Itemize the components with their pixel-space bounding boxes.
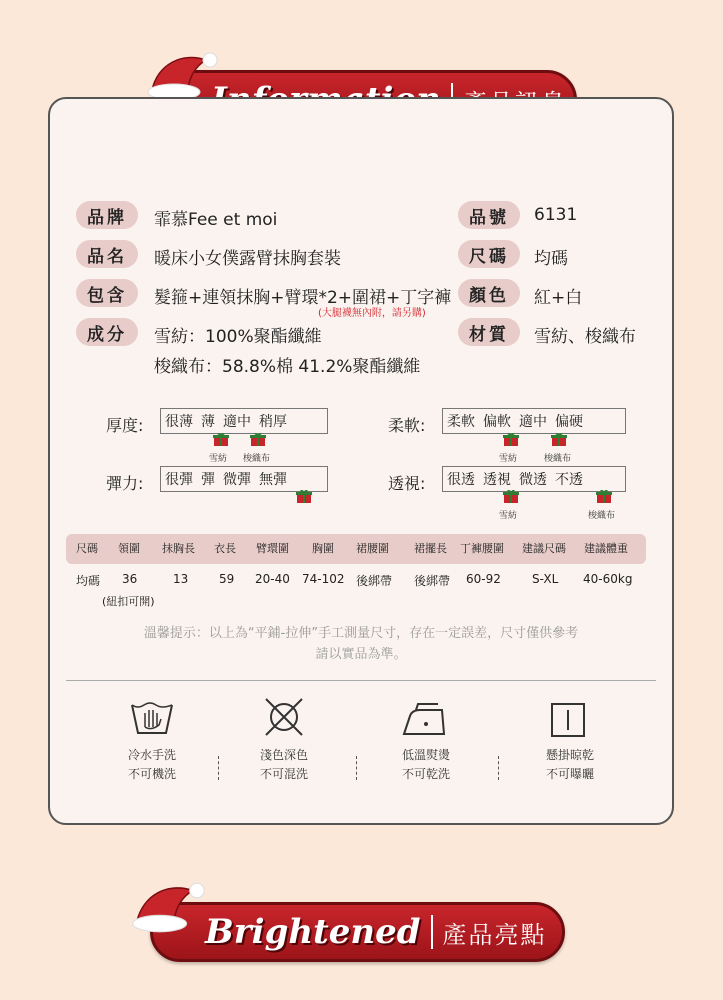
care-line: 不可機洗: [127, 767, 176, 781]
gift-icon: [296, 490, 312, 504]
thickness-option: 薄: [201, 414, 215, 430]
size-cell: 60-92: [466, 572, 501, 586]
size-header: 抹胸長: [162, 542, 195, 555]
gift-icon: [551, 433, 567, 447]
thickness-mark-label: 雪紡: [209, 454, 228, 464]
thickness-option: 適中: [223, 414, 251, 430]
size-cell: 40-60kg: [583, 572, 633, 586]
size-header: 領圍: [118, 542, 140, 555]
care-text-hang-dry: [530, 746, 610, 784]
elasticity-option: 很彈: [165, 472, 193, 488]
composition-label: 成分: [76, 318, 138, 346]
softness-scale: [442, 408, 626, 434]
size-header: 裙擺長: [414, 542, 447, 555]
material-label: 材質: [458, 318, 520, 346]
footer-banner: [150, 902, 565, 962]
sheerness-option: 不透: [555, 472, 583, 488]
elasticity-scale: [160, 466, 328, 492]
color-label: 顏色: [458, 279, 520, 307]
no-bleach-icon: [262, 697, 306, 737]
footer-cn-title: 產品亮點: [442, 920, 547, 949]
sku-value: 6131: [534, 205, 578, 225]
low-iron-icon: [400, 700, 448, 738]
size-cell: 後綁帶: [356, 574, 393, 588]
care-line: 低溫熨燙: [401, 748, 450, 762]
brand-label: 品牌: [76, 201, 138, 229]
tip-line-1: 溫馨提示：以上為“平鋪-拉伸”手工測量尺寸，存在一定誤差，尺寸僅供參考: [143, 626, 579, 641]
thickness-scale: [160, 408, 328, 434]
footer-separator: [431, 915, 433, 949]
elasticity-option: 彈: [201, 472, 215, 488]
hang-dry-icon: [550, 702, 586, 738]
softness-option: 柔軟: [447, 414, 475, 430]
elasticity-option: 無彈: [259, 472, 287, 488]
composition-value-1: 雪紡：100%聚酯纖維: [154, 327, 322, 347]
care-separator: [498, 756, 499, 780]
size-cell: 後綁帶: [414, 574, 451, 588]
brand-value: 霏慕Fee et moi: [154, 210, 278, 230]
care-separator: [356, 756, 357, 780]
name-value: 暖床小女僕露臂抹胸套裝: [154, 249, 341, 269]
gift-icon: [503, 490, 519, 504]
hand-wash-icon: [130, 697, 174, 737]
contents-label: 包含: [76, 279, 138, 307]
care-text-hand-wash: [112, 746, 192, 784]
size-cell: 59: [219, 572, 235, 586]
sheerness-mark-label: 梭織布: [588, 511, 616, 521]
softness-mark-label: 梭織布: [544, 454, 572, 464]
size-cell: 36: [122, 572, 138, 586]
softness-option: 偏硬: [555, 414, 583, 430]
size-header: 建議體重: [584, 542, 628, 555]
thickness-mark-label: 梭織布: [243, 454, 271, 464]
care-line: 淺色深色: [259, 748, 308, 762]
care-line: 不可混洗: [259, 767, 308, 781]
size-cell: 13: [173, 572, 189, 586]
color-value: 紅+白: [534, 288, 583, 308]
gift-icon: [503, 433, 519, 447]
divider: [66, 680, 656, 681]
footer-script-title: Brightened: [205, 912, 421, 952]
care-line: 冷水手洗: [127, 748, 176, 762]
santa-hat-icon: [144, 46, 224, 104]
softness-option: 適中: [519, 414, 547, 430]
thickness-option: 稍厚: [259, 414, 287, 430]
size-header: 衣長: [214, 542, 236, 555]
size-header: 丁褲腰圍: [460, 542, 504, 555]
material-value: 雪紡、梭織布: [534, 327, 636, 347]
santa-hat-icon: [128, 876, 212, 936]
size-table-header: [66, 534, 646, 564]
thickness-option: 很薄: [165, 414, 193, 430]
sheerness-scale: [442, 466, 626, 492]
size-value: 均碼: [534, 249, 568, 269]
gift-icon: [213, 433, 229, 447]
size-header: 臂環圍: [256, 542, 289, 555]
care-separator: [218, 756, 219, 780]
name-label: 品名: [76, 240, 138, 268]
care-line: 不可曝曬: [545, 767, 594, 781]
sheerness-option: 很透: [447, 472, 475, 488]
size-header: 裙腰圍: [356, 542, 389, 555]
care-line: 懸掛晾乾: [545, 748, 594, 762]
size-cell: 74-102: [302, 572, 345, 586]
softness-title: 柔軟:: [388, 416, 426, 435]
size-cell: 20-40: [255, 572, 290, 586]
elasticity-title: 彈力:: [106, 474, 144, 493]
thickness-title: 厚度:: [106, 416, 144, 435]
size-label: 尺碼: [458, 240, 520, 268]
gift-icon: [596, 490, 612, 504]
care-line: 不可乾洗: [401, 767, 450, 781]
care-text-no-mix: [244, 746, 324, 784]
softness-mark-label: 雪紡: [499, 454, 518, 464]
contents-note: (大腿襪無內附，請另購): [318, 308, 426, 319]
size-cell: 均碼: [76, 574, 101, 588]
gift-icon: [250, 433, 266, 447]
size-header: 胸圍: [312, 542, 334, 555]
size-row-note: (紐扣可開): [102, 595, 155, 608]
composition-value-2: 梭織布：58.8%棉 41.2%聚酯纖維: [154, 357, 421, 377]
size-header: 尺碼: [76, 542, 98, 555]
elasticity-option: 微彈: [223, 472, 251, 488]
sku-label: 品號: [458, 201, 520, 229]
size-header: 建議尺碼: [522, 542, 566, 555]
sheerness-mark-label: 雪紡: [499, 511, 518, 521]
care-text-low-iron: [386, 746, 466, 784]
sheerness-option: 微透: [519, 472, 547, 488]
sheerness-title: 透視:: [388, 474, 426, 493]
size-cell: S-XL: [532, 572, 559, 586]
softness-option: 偏軟: [483, 414, 511, 430]
contents-value: 髮箍+連領抹胸+臂環*2+圍裙+丁字褲: [154, 288, 452, 308]
sheerness-option: 透視: [483, 472, 511, 488]
tip-line-2: 請以實品為準。: [315, 647, 407, 662]
